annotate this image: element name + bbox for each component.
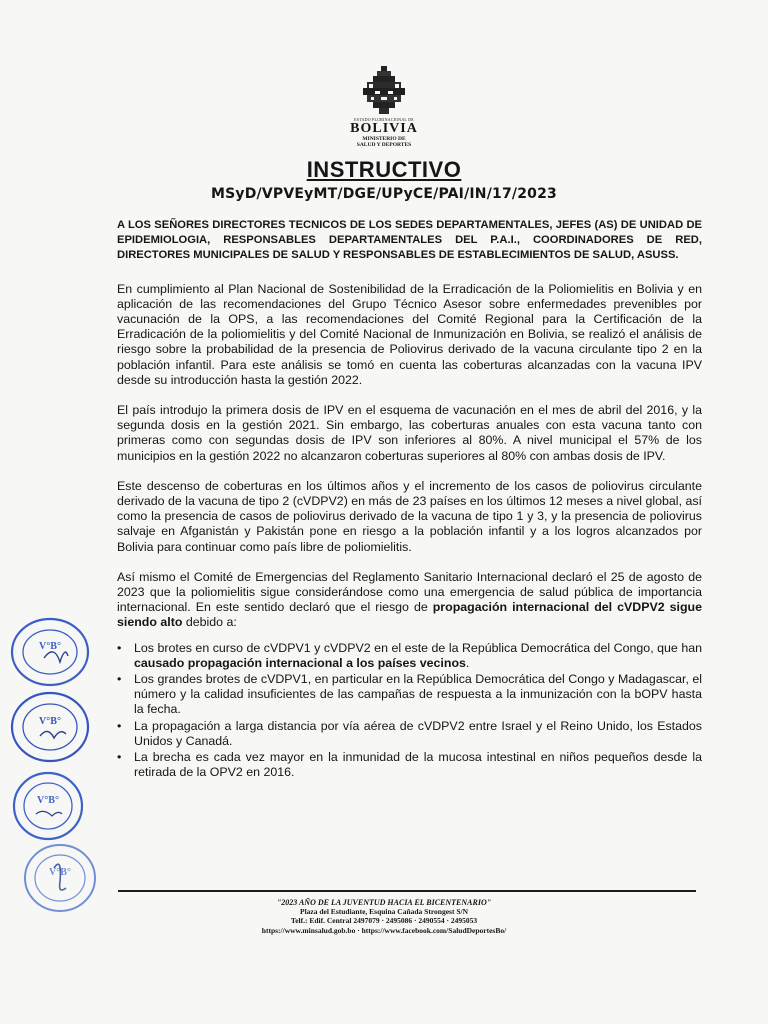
letterhead <box>0 66 768 148</box>
state-line: ESTADO PLURINACIONAL DE <box>354 117 414 122</box>
paragraph-4-text: Así mismo el Comité de Emergencias del Reglamento Sanitario Internacional declaró el 25 de agosto de 2023 que la poliomielitis sigue considerándose como una emergencia de salud pública de importancia internacional. En este sentido declaró que el riesgo de <box>117 569 702 615</box>
stamp-text: V°B° <box>39 716 61 727</box>
ministry-line-2: SALUD Y DEPORTES <box>356 142 412 148</box>
list-item-text: Los grandes brotes de cVDPV1, en particular en la República Democrática del Congo y Madagascar, el número y la calidad insuficientes de las campañas de respuesta a la inmunización con la bOPV hasta la fecha. <box>134 672 702 717</box>
country-name: BOLIVIA <box>350 121 418 136</box>
stamp-text: V°B° <box>37 795 59 806</box>
coat-of-arms-icon <box>355 66 413 116</box>
paragraph-2: El país introdujo la primera dosis de IPV en el esquema de vacunación en el mes de abril del 2016, y la segunda dosis en la gestión 2021. Sin embargo, las coberturas anuales con esta vacuna tanto con primeras como con segundas dosis de IPV son inferiores al 80%. A nivel municipal el 57% de los municipios en la gestión 2022 no alcanzaron coberturas superiores al 80% con ambas dosis de IPV. <box>117 403 702 463</box>
list-item <box>117 750 702 780</box>
risk-list <box>117 641 702 781</box>
document-code: MSyD/VPVEyMT/DGE/UPyCE/PAI/IN/17/2023 <box>211 186 557 202</box>
list-item <box>117 719 702 749</box>
paragraph-3: Este descenso de coberturas en los últimos años y el incremento de los casos de poliovirus circulante derivado de la vacuna de tipo 2 (cVDPV2) en más de 23 países en los últimos 12 meses a nivel global, así como la presencia de casos de poliovirus derivado de la vacuna de tipo 1 y 3, y la presencia de poliovirus salvaje en Afganistán y Pakistán pone en riesgo a la población infantil y a los logros alcanzados por Bolivia para continuar como país libre de poliomielitis. <box>117 478 702 554</box>
footer-motto: "2023 AÑO DE LA JUVENTUD HACIA EL BICENTENARIO" <box>276 898 492 907</box>
footer <box>0 898 768 935</box>
stamp-text: V°B° <box>49 867 71 878</box>
list-item-text: Los brotes en curso de cVDPV1 y cVDPV2 en el este de la República Democrática del Congo, que han <box>134 640 702 655</box>
document-body <box>117 218 702 782</box>
paragraph-4 <box>117 570 702 631</box>
approval-stamp-2 <box>10 690 90 764</box>
addressee: A LOS SEÑORES DIRECTORES TECNICOS DE LOS SEDES DEPARTAMENTALES, JEFES (AS) DE UNIDAD DE EPIDEMIOLOGIA, RESPONSABLES DEPARTAMENTALES DEL P.A.I., COORDINADORES DE RED, DIRECTORES MUNICIPALES DE SALUD Y RESPONSABLES DE ESTABLECIMIENTOS DE SALUD, ASUSS. <box>117 219 702 262</box>
document-title: INSTRUCTIVO <box>306 157 462 182</box>
list-item <box>117 672 702 718</box>
ministry-line-1: MINISTERIO DE <box>362 136 406 142</box>
stamp-text: V°B° <box>39 641 61 652</box>
approval-stamp-1 <box>10 616 90 688</box>
footer-divider <box>118 890 696 892</box>
list-item-text: La brecha es cada vez mayor en la inmunidad de la mucosa intestinal en niños pequeños desde la retirada de la OPV2 en 2016. <box>134 750 702 780</box>
list-item-text: La propagación a larga distancia por vía aérea de cVDPV2 entre Israel y el Reino Unido, los Estados Unidos y Canadá. <box>134 718 702 748</box>
footer-web: https://www.minsalud.gob.bo · https://www.facebook.com/SaludDeportesBo/ <box>261 925 507 935</box>
approval-stamp-4 <box>22 842 98 914</box>
paragraph-4-tail: debido a: <box>182 615 237 630</box>
list-item <box>117 641 702 671</box>
list-item-bold: causado propagación internacional a los países vecinos <box>134 655 466 670</box>
footer-address: Plaza del Estudiante, Esquina Cañada Strongest S/N <box>299 907 469 917</box>
approval-stamp-3 <box>12 770 84 842</box>
paragraph-4-bold: propagación internacional del cVDPV2 sigue siendo alto <box>117 600 702 630</box>
paragraph-1: En cumplimiento al Plan Nacional de Sostenibilidad de la Erradicación de la Poliomielitis en Bolivia y en aplicación de las recomendaciones del Grupo Técnico Asesor sobre enfermedades prevenibles por vacunación de la OPS, a las recomendaciones del Comité Regional para la Certificación de la Erradicación de la poliomielitis y del Comité Nacional de Inmunización en Bolivia, se realizó el análisis de riesgo sobre la probabilidad de la presencia de Poliovirus derivado de la vacuna circulante tipo 2 en la población infantil. Para este análisis se tomó en cuenta las coberturas alcanzadas con la vacuna IPV desde su introducción hasta la gestión 2022. <box>117 281 702 387</box>
list-item-tail: . <box>465 655 470 670</box>
footer-phones: Telf.: Edif. Central 2497079 · 2495086 · 2490554 · 2495053 <box>290 916 478 926</box>
